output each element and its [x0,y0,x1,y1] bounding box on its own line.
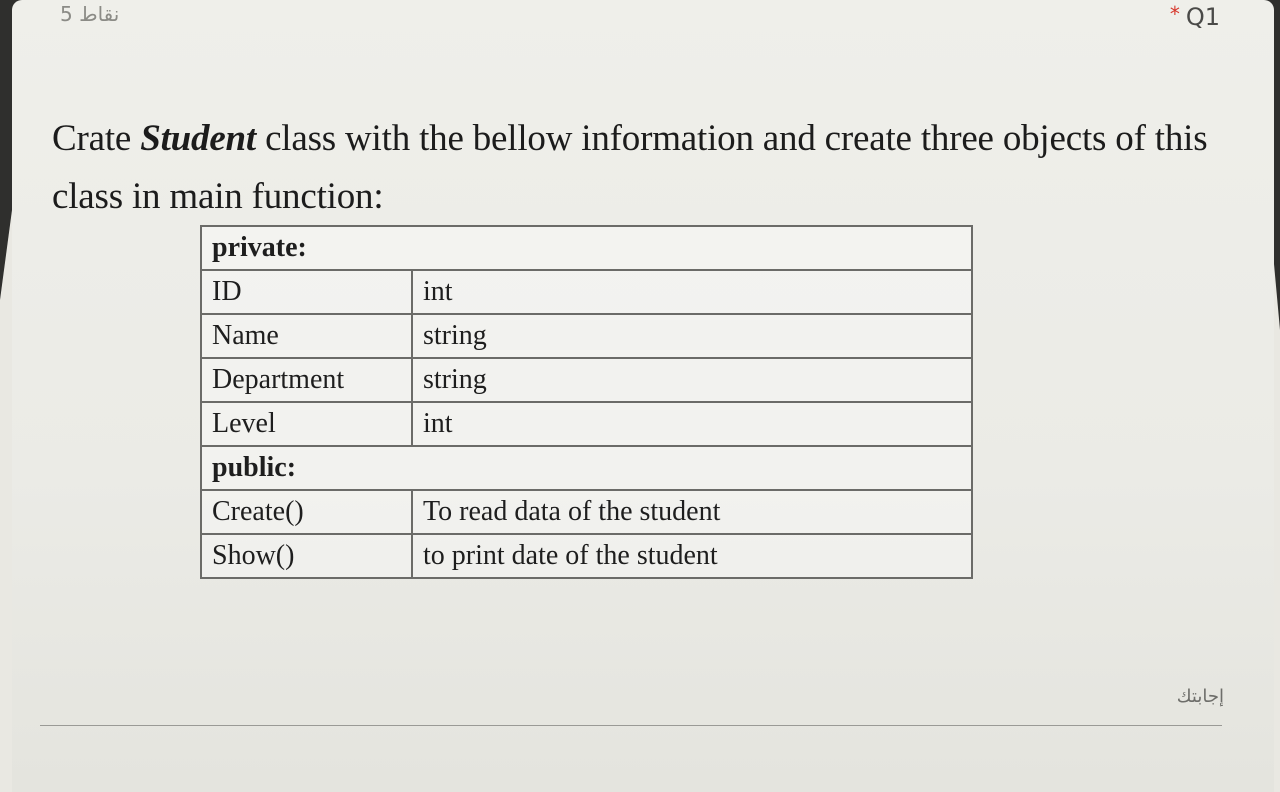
table-row [201,314,972,358]
required-star-icon: * [1169,2,1180,26]
method-description: To read data of the student [412,490,972,534]
question-number: Q1 [1185,3,1220,31]
member-name: Level [201,402,412,446]
method-name: Create() [201,490,412,534]
table-row [201,534,972,578]
points-label: 5 نقاط [60,2,120,26]
table-row [201,270,972,314]
table-row [201,402,972,446]
question-text [52,110,1232,226]
member-type: string [412,358,972,402]
private-section-label: private: [201,226,972,270]
table-row [201,490,972,534]
member-name: Department [201,358,412,402]
answer-input-underline[interactable] [40,725,1222,726]
member-type: int [412,270,972,314]
question-class-name: Student [140,118,257,159]
member-type: int [412,402,972,446]
question-text-part2: class with the bellow information and create three objects of this class in main function: [52,118,1208,217]
member-type: string [412,314,972,358]
table-row [201,226,972,270]
answer-label: إجابتك [1176,686,1224,707]
member-name: ID [201,270,412,314]
class-spec-table [200,225,973,579]
method-name: Show() [201,534,412,578]
public-section-label: public: [201,446,972,490]
member-name: Name [201,314,412,358]
question-text-part1: Crate [52,118,141,159]
question-title [1170,2,1220,31]
method-description: to print date of the student [412,534,972,578]
table-row [201,358,972,402]
table-row [201,446,972,490]
